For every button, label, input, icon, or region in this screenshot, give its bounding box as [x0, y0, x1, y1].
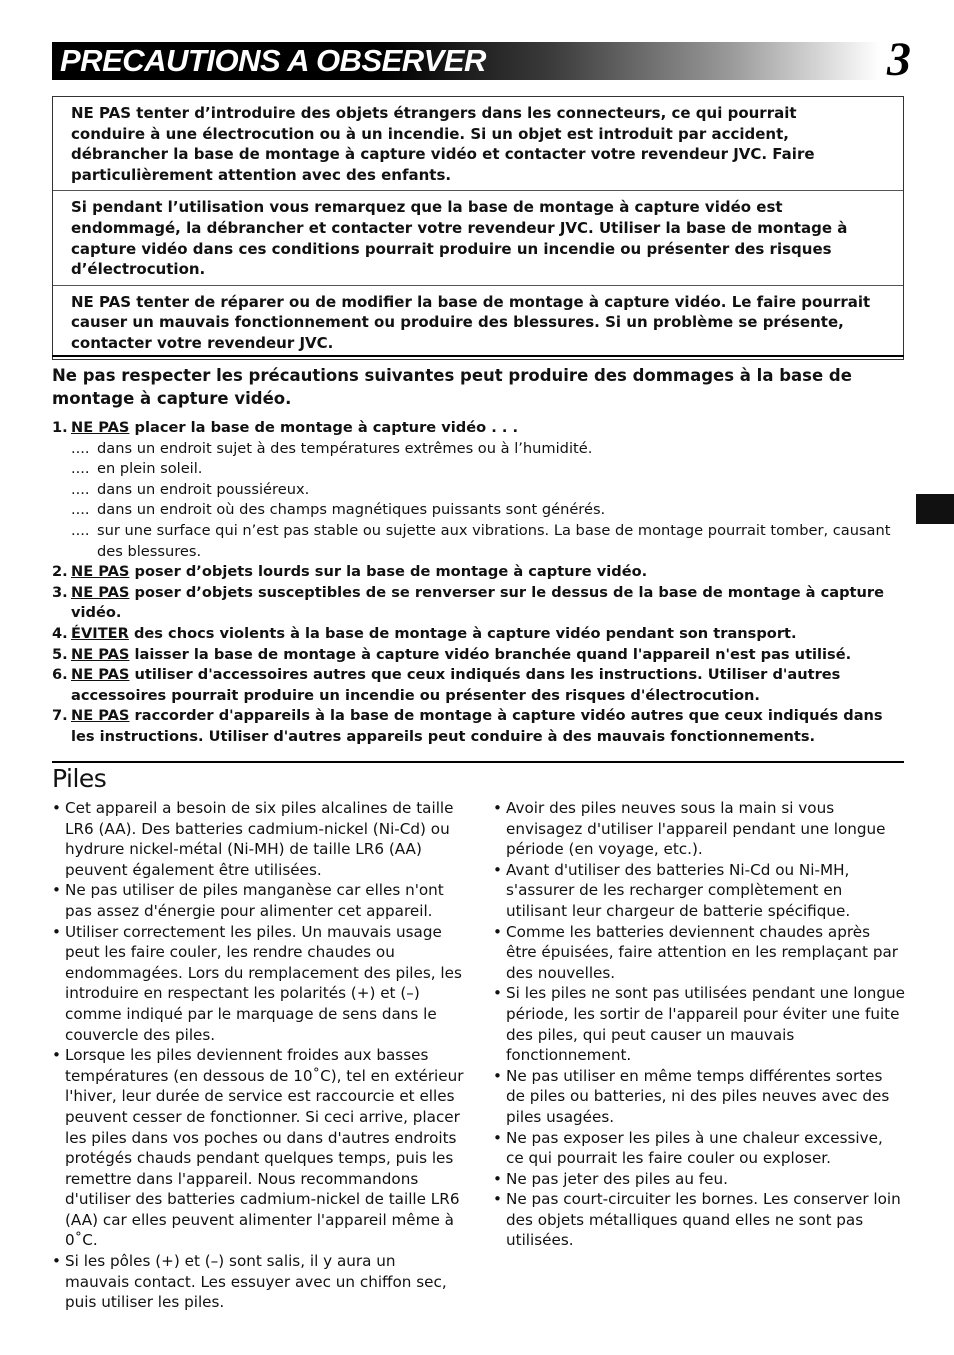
bullet-icon: •: [493, 1190, 502, 1209]
bullet-icon: •: [52, 799, 61, 817]
item-text: raccorder d'appareils à la base de montage à capture vidéo autres que ceux indiqués dans les instructions. Utiliser d'autres appareils peut conduire à des mauvais fonctionnements.: [71, 707, 883, 745]
section-heading-piles: Piles: [52, 764, 107, 793]
item-keyword: NE PAS: [71, 563, 130, 581]
item-text: utiliser d'accessoires autres que ceux indiqués dans les instructions. Utiliser d'autres accessoires pourrait produire un incendie ou présenter des risques d'électrocution.: [71, 666, 841, 704]
bullet-icon: •: [52, 881, 61, 900]
list-item: [52, 583, 908, 624]
list-item: [52, 706, 908, 747]
item-number: 7.: [52, 707, 68, 725]
bullet-text: Avant d'utiliser des batteries Ni-Cd ou Ni-MH, s'assurer de les recharger complètement en utilisant leur chargeur de batterie spécifique.: [506, 860, 851, 920]
bullet-item: [493, 1169, 905, 1190]
bullet-item: [493, 1189, 905, 1251]
bullet-icon: •: [493, 860, 502, 879]
item-number: 4.: [52, 624, 68, 642]
bullet-text: Ne pas utiliser en même temps différentes sortes de piles ou batteries, ni des piles neuves avec des piles usagées.: [506, 1066, 890, 1126]
warning-box: [52, 96, 904, 360]
bullet-item: [493, 983, 905, 1065]
item-keyword: ÉVITER: [71, 624, 129, 642]
item-keyword: NE PAS: [71, 583, 130, 601]
list-item: [52, 665, 908, 706]
item-text: poser d’objets susceptibles de se renverser sur le dessus de la base de montage à capture vidéo.: [71, 583, 885, 622]
bullet-icon: •: [493, 1066, 502, 1085]
bullet-text: Si les piles ne sont pas utilisées pendant une longue période, les sortir de l'appareil pour éviter une fuite des piles, qui peut causer un mauvais fonctionnement.: [506, 984, 905, 1065]
bullet-item: [52, 1045, 464, 1251]
sub-item-text: dans un endroit poussiéreux.: [97, 480, 310, 498]
section-thumb-tab: [916, 494, 954, 524]
list-item: [52, 562, 908, 583]
sub-item: [52, 500, 908, 521]
item-text: des chocs violents à la base de montage à capture vidéo pendant son transport.: [128, 624, 797, 642]
sub-item-text: sur une surface qui n’est pas stable ou sujette aux vibrations. La base de montage pourrait tomber, causant des blessures.: [97, 521, 891, 560]
bullet-text: Si les pôles (+) et (–) sont salis, il y aura un mauvais contact. Les essuyer avec un chiffon sec, puis utiliser les piles.: [65, 1252, 447, 1312]
bullet-icon: •: [493, 984, 502, 1003]
item-keyword: NE PAS: [71, 419, 130, 436]
bullet-item: [493, 1066, 905, 1128]
item-keyword: NE PAS: [71, 707, 130, 725]
item-text: placer la base de montage à capture vidéo . . .: [129, 419, 519, 436]
item-number: 1.: [52, 419, 68, 436]
bullet-text: Cet appareil a besoin de six piles alcalines de taille LR6 (AA). Des batteries cadmium-nickel (Ni-Cd) ou hydrure nickel-métal (Ni-MH) de taille LR6 (AA) peuvent également être utilisées.: [65, 799, 454, 879]
bullet-icon: •: [493, 922, 502, 941]
sub-item-text: dans un endroit sujet à des températures extrêmes ou à l’humidité.: [97, 439, 593, 457]
list-item: [52, 645, 908, 666]
warning-item: NE PAS tenter de réparer ou de modifier la base de montage à capture vidéo. Le faire pourrait causer un mauvais fonctionnement ou produire des blessures. Si un problème se présente, contacter votre revendeur JVC.: [53, 285, 903, 359]
piles-right-column: [493, 798, 905, 1251]
bullet-item: [493, 860, 905, 922]
bullet-item: [52, 798, 464, 880]
sub-item-text: dans un endroit où des champs magnétiques puissants sont générés.: [97, 501, 606, 519]
sub-item-text: en plein soleil.: [97, 460, 203, 478]
bullet-icon: •: [493, 1169, 502, 1188]
sub-item: [52, 521, 908, 562]
bullet-text: Comme les batteries deviennent chaudes après être épuisées, faire attention en les remplaçant par des nouvelles.: [506, 922, 899, 982]
bullet-item: [493, 922, 905, 984]
item-number: 5.: [52, 645, 68, 663]
bullet-item: [52, 1251, 464, 1313]
list-item: [52, 624, 908, 645]
sub-item-dots: ....: [71, 439, 90, 457]
item-number: 3.: [52, 583, 68, 601]
item-number: 6.: [52, 666, 68, 684]
item-text: poser d’objets lourds sur la base de montage à capture vidéo.: [129, 563, 648, 581]
bullet-item: [493, 1128, 905, 1169]
sub-item: [52, 459, 908, 480]
sub-item-dots: ....: [71, 521, 90, 539]
sub-item-dots: ....: [71, 460, 90, 478]
bullet-text: Utiliser correctement les piles. Un mauvais usage peut les faire couler, les rendre chaudes ou endommagées. Lors du remplacement des piles, les introduire en respectant les polarités (+) et (–) comme indiqué par le marquage de sens dans le couvercle des piles.: [65, 922, 462, 1044]
section-divider: [52, 355, 904, 357]
sub-item-dots: ....: [71, 501, 90, 519]
sub-item-dots: ....: [71, 480, 90, 498]
item-text: laisser la base de montage à capture vidéo branchée quand l'appareil n'est pas utilisé.: [129, 645, 852, 663]
bullet-text: Avoir des piles neuves sous la main si vous envisagez d'utiliser l'appareil pendant une longue période (en voyage, etc.).: [506, 799, 886, 859]
bullet-text: Ne pas jeter des piles au feu.: [506, 1169, 728, 1188]
page-number: 3: [887, 33, 911, 86]
bullet-icon: •: [52, 1252, 61, 1271]
bullet-item: [52, 880, 464, 921]
list-item: [52, 418, 908, 439]
bullet-item: [493, 798, 905, 860]
page-title: PRECAUTIONS A OBSERVER: [60, 43, 486, 78]
sub-item: [52, 480, 908, 501]
item-number: 2.: [52, 563, 68, 581]
bullet-icon: •: [52, 1046, 61, 1065]
bullet-icon: •: [52, 922, 61, 941]
precautions-intro: Ne pas respecter les précautions suivantes peut produire des dommages à la base de montage à capture vidéo.: [52, 366, 852, 408]
item-keyword: NE PAS: [71, 666, 130, 684]
bullet-text: Ne pas utiliser de piles manganèse car elles n'ont pas assez d'énergie pour alimenter cet appareil.: [65, 881, 444, 920]
bullet-text: Ne pas court-circuiter les bornes. Les conserver loin des objets métalliques quand elles ne sont pas utilisées.: [506, 1190, 901, 1250]
bullet-text: Ne pas exposer les piles à une chaleur excessive, ce qui pourrait les faire couler ou exploser.: [506, 1128, 883, 1168]
bullet-icon: •: [493, 799, 502, 817]
item-keyword: NE PAS: [71, 645, 130, 663]
warning-item: Si pendant l’utilisation vous remarquez que la base de montage à capture vidéo est endommagé, la débrancher et contacter votre revendeur JVC. Utiliser la base de montage à capture vidéo dans ces conditions pourrait produire un incendie ou présenter des risques d’électrocution.: [53, 190, 903, 284]
bullet-item: [52, 922, 464, 1046]
precautions-list: [52, 418, 908, 748]
section-divider: [52, 761, 904, 763]
bullet-icon: •: [493, 1128, 502, 1147]
piles-left-column: [52, 798, 464, 1313]
bullet-text: Lorsque les piles deviennent froides aux basses températures (en dessous de 10˚C), tel en extérieur l'hiver, leur durée de service est raccourcie et elles peuvent cesser de fonctionner. Si ceci arrive, placer les piles dans vos poches ou dans d'autres endroits protégés chauds pendant quelques temps, puis les remettre dans l'appareil. Nous recommandons d'utiliser des batteries cadmium-nickel de taille LR6 (AA) car elles peuvent alimenter l'appareil même à 0˚C.: [65, 1046, 464, 1250]
warning-item: NE PAS tenter d’introduire des objets étrangers dans les connecteurs, ce qui pourrait conduire à une électrocution ou à un incendie. Si un objet est introduit par accident, débrancher la base de montage à capture vidéo et contacter votre revendeur JVC. Faire particulièrement attention avec des enfants.: [71, 104, 815, 184]
sub-item: [52, 439, 908, 460]
